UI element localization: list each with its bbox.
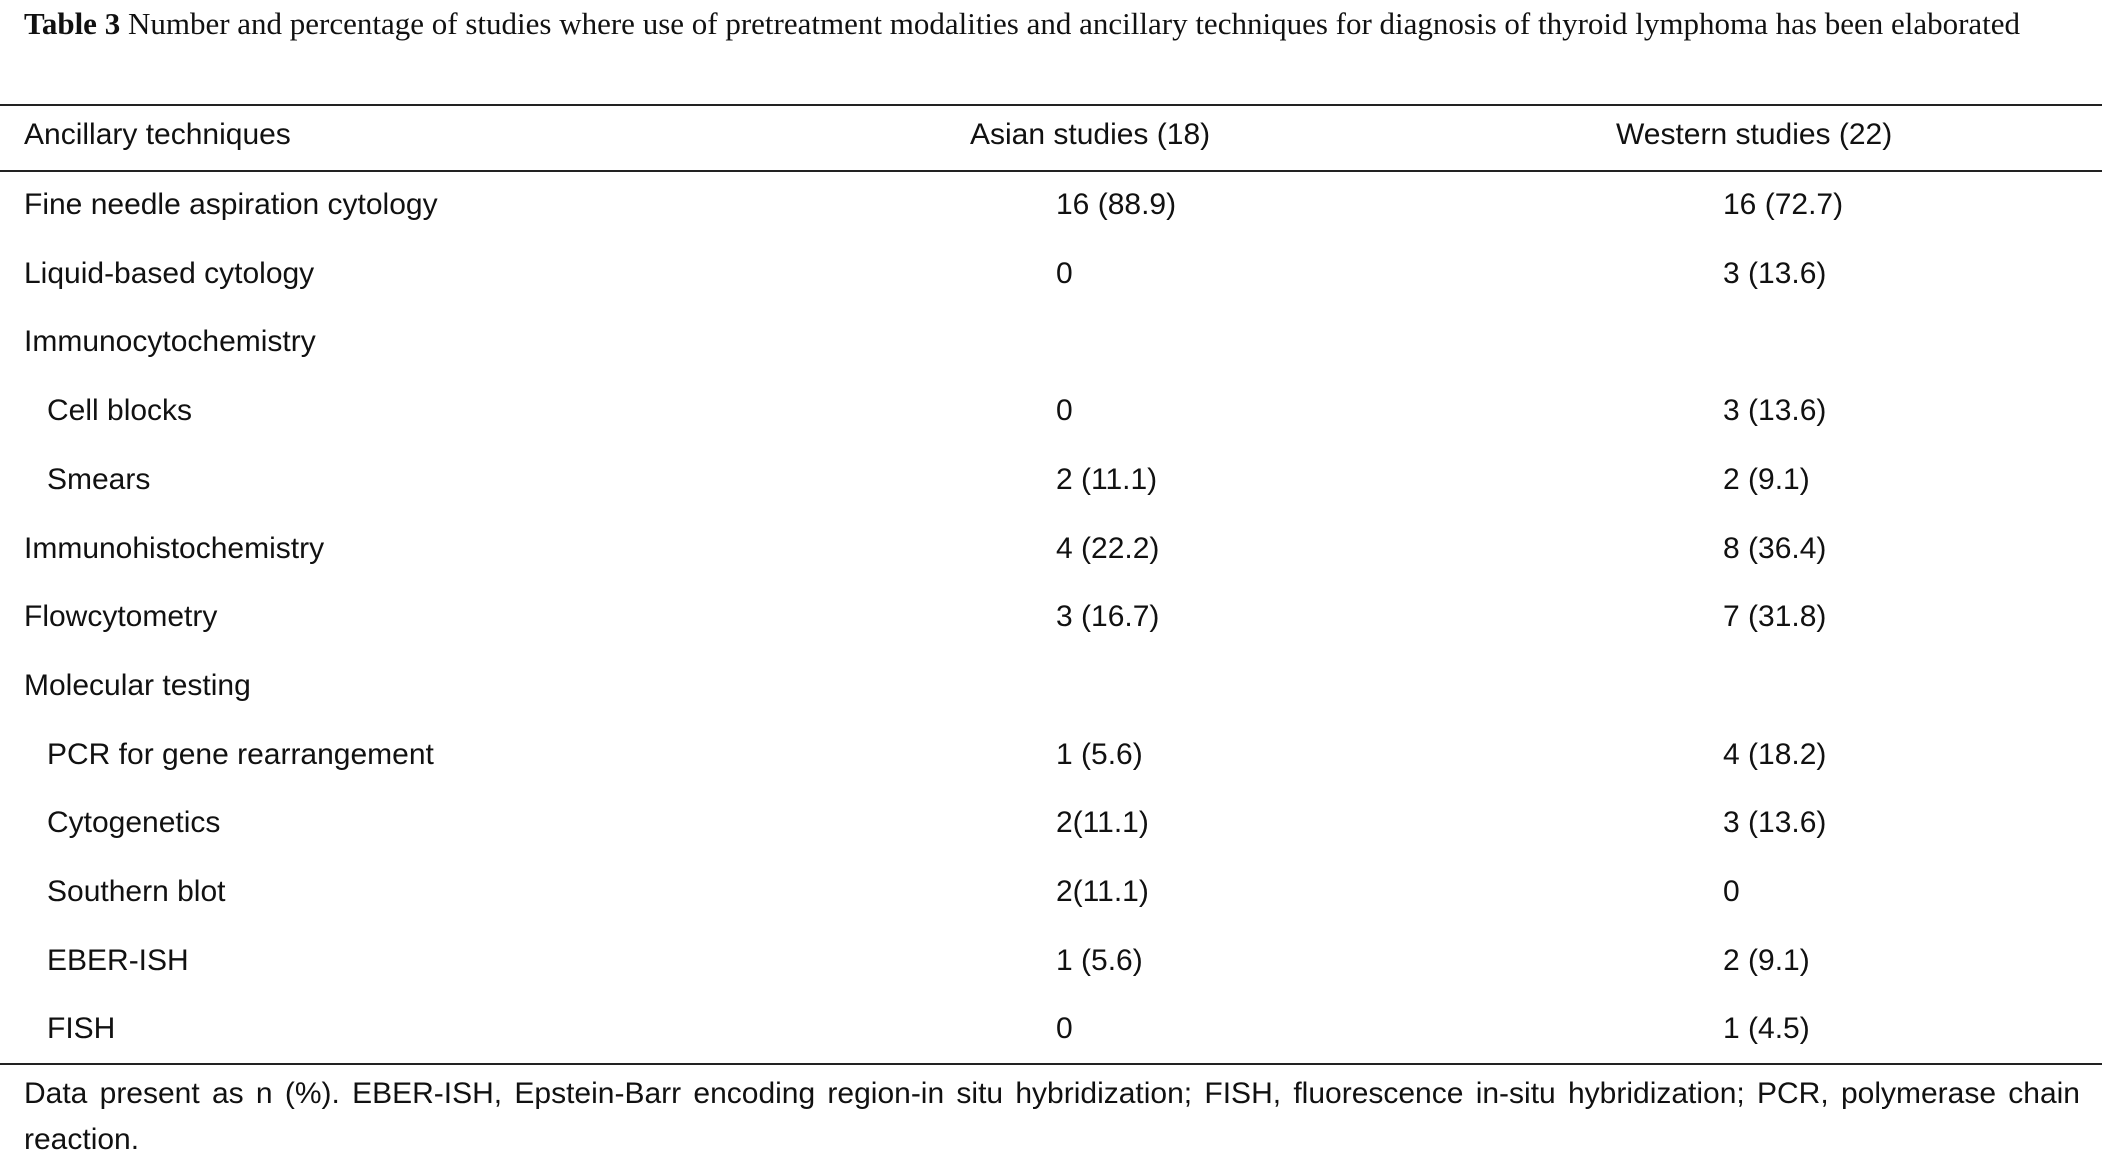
header-rule [0,170,2102,172]
row-label: Molecular testing [24,669,251,702]
bottom-rule [0,1063,2102,1065]
table-label: Table 3 [24,6,121,41]
cell-western: 1 (4.5) [1723,1012,1810,1045]
row-label: Smears [47,463,151,496]
row-label: Fine needle aspiration cytology [24,188,438,221]
cell-asian: 2(11.1) [1056,875,1149,908]
cell-western: 2 (9.1) [1723,944,1810,977]
cell-asian: 16 (88.9) [1056,188,1177,221]
cell-western: 0 [1723,875,1740,908]
row-label: Immunocytochemistry [24,325,316,358]
cell-western: 2 (9.1) [1723,463,1810,496]
row-label: Cytogenetics [47,806,221,839]
table-title: Number and percentage of studies where use of pretreatment modalities and ancillary techniques for diagnosis of thyroid lymphoma has been elaborated [120,6,2021,41]
table-footnote: Data present as n (%). EBER-ISH, Epstein-Barr encoding region-in situ hybridization; FISH, fluorescence in-situ hybridization; PCR, polymerase chain reaction. [24,1077,2080,1156]
cell-asian: 4 (22.2) [1056,532,1160,565]
row-label: EBER-ISH [47,944,189,977]
cell-asian: 3 (16.7) [1056,600,1160,633]
top-rule [0,104,2102,106]
cell-asian: 1 (5.6) [1056,944,1143,977]
cell-western: 3 (13.6) [1723,257,1827,290]
row-label: FISH [47,1012,116,1045]
row-label: Liquid-based cytology [24,257,315,290]
header-western-studies: Western studies (22) [1616,118,1893,151]
cell-western: 3 (13.6) [1723,806,1827,839]
row-label: Flowcytometry [24,600,218,633]
cell-western: 4 (18.2) [1723,738,1827,771]
cell-asian: 0 [1056,257,1073,290]
row-label: Immunohistochemistry [24,532,325,565]
table-caption [24,0,2084,48]
row-label: Cell blocks [47,394,193,427]
cell-western: 7 (31.8) [1723,600,1827,633]
header-ancillary-techniques: Ancillary techniques [24,118,291,151]
cell-western: 16 (72.7) [1723,188,1844,221]
cell-asian: 2(11.1) [1056,806,1149,839]
cell-asian: 1 (5.6) [1056,738,1143,771]
cell-western: 3 (13.6) [1723,394,1827,427]
cell-asian: 0 [1056,394,1073,427]
row-label: PCR for gene rearrangement [47,738,434,771]
cell-asian: 2 (11.1) [1056,463,1158,496]
row-label: Southern blot [47,875,226,908]
cell-asian: 0 [1056,1012,1073,1045]
header-asian-studies: Asian studies (18) [970,118,1211,151]
cell-western: 8 (36.4) [1723,532,1827,565]
